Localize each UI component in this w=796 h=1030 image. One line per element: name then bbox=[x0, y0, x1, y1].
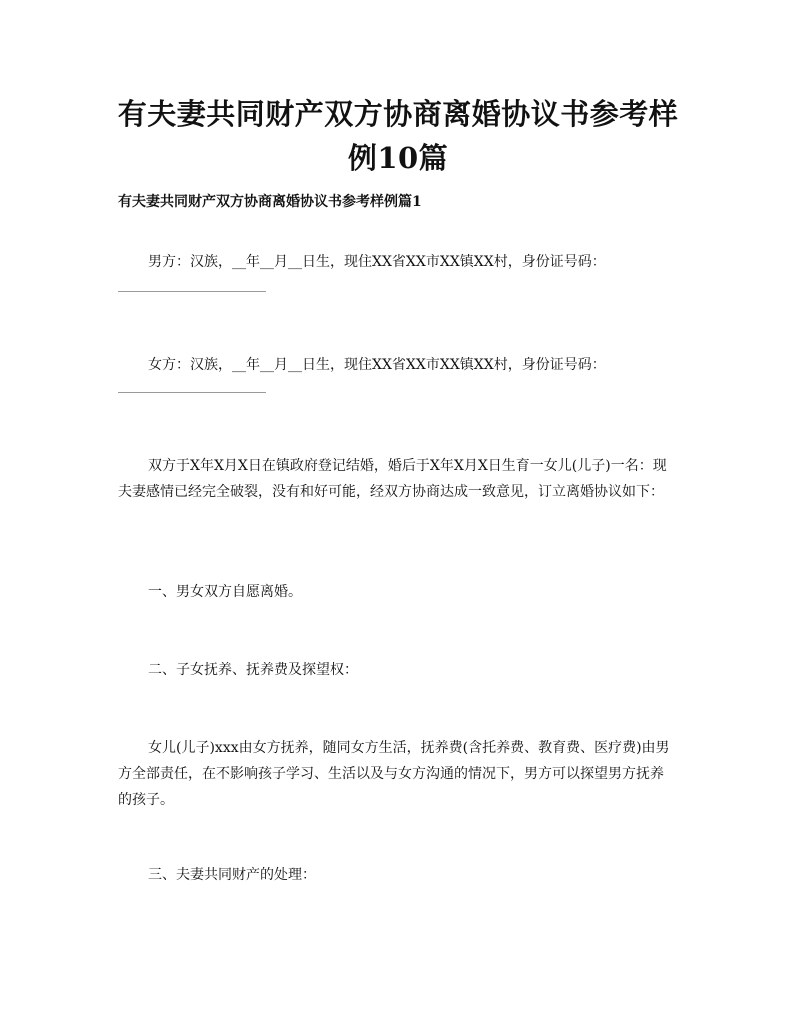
marriage-background-paragraph: 双方于X年X月X日在镇政府登记结婚，婚后于X年X月X日生育一女儿(儿子)一名：现夫妻感情已经完全破裂，没有和好可能，经双方协商达成一致意见，订立离婚协议如下： bbox=[118, 458, 667, 500]
child-custody-paragraph: 女儿(儿子)xxx由女方抚养，随同女方生活，抚养费(含托养费、教育费、医疗费)由男方全部责任，在不影响孩子学习、生活以及与女方沟通的情况下，男方可以探望男方抚养的孩子。 bbox=[118, 740, 670, 808]
female-id-blank-line bbox=[118, 392, 266, 393]
male-party-paragraph: 男方：汉族，__年__月__日生，现住XX省XX市XX镇XX村，身份证号码： bbox=[148, 254, 606, 270]
clause-1-paragraph: 一、男女双方自愿离婚。 bbox=[148, 584, 302, 600]
clause-2-heading: 二、子女抚养、抚养费及探望权： bbox=[148, 662, 358, 678]
clause-3-heading: 三、夫妻共同财产的处理： bbox=[148, 867, 316, 883]
male-id-blank-line bbox=[118, 291, 266, 292]
section-heading: 有夫妻共同财产双方协商离婚协议书参考样例篇1 bbox=[118, 194, 422, 210]
document-title: 有夫妻共同财产双方协商离婚协议书参考样例10篇 bbox=[117, 97, 679, 175]
female-party-paragraph: 女方：汉族，__年__月__日生，现住XX省XX市XX镇XX村，身份证号码： bbox=[148, 357, 606, 373]
